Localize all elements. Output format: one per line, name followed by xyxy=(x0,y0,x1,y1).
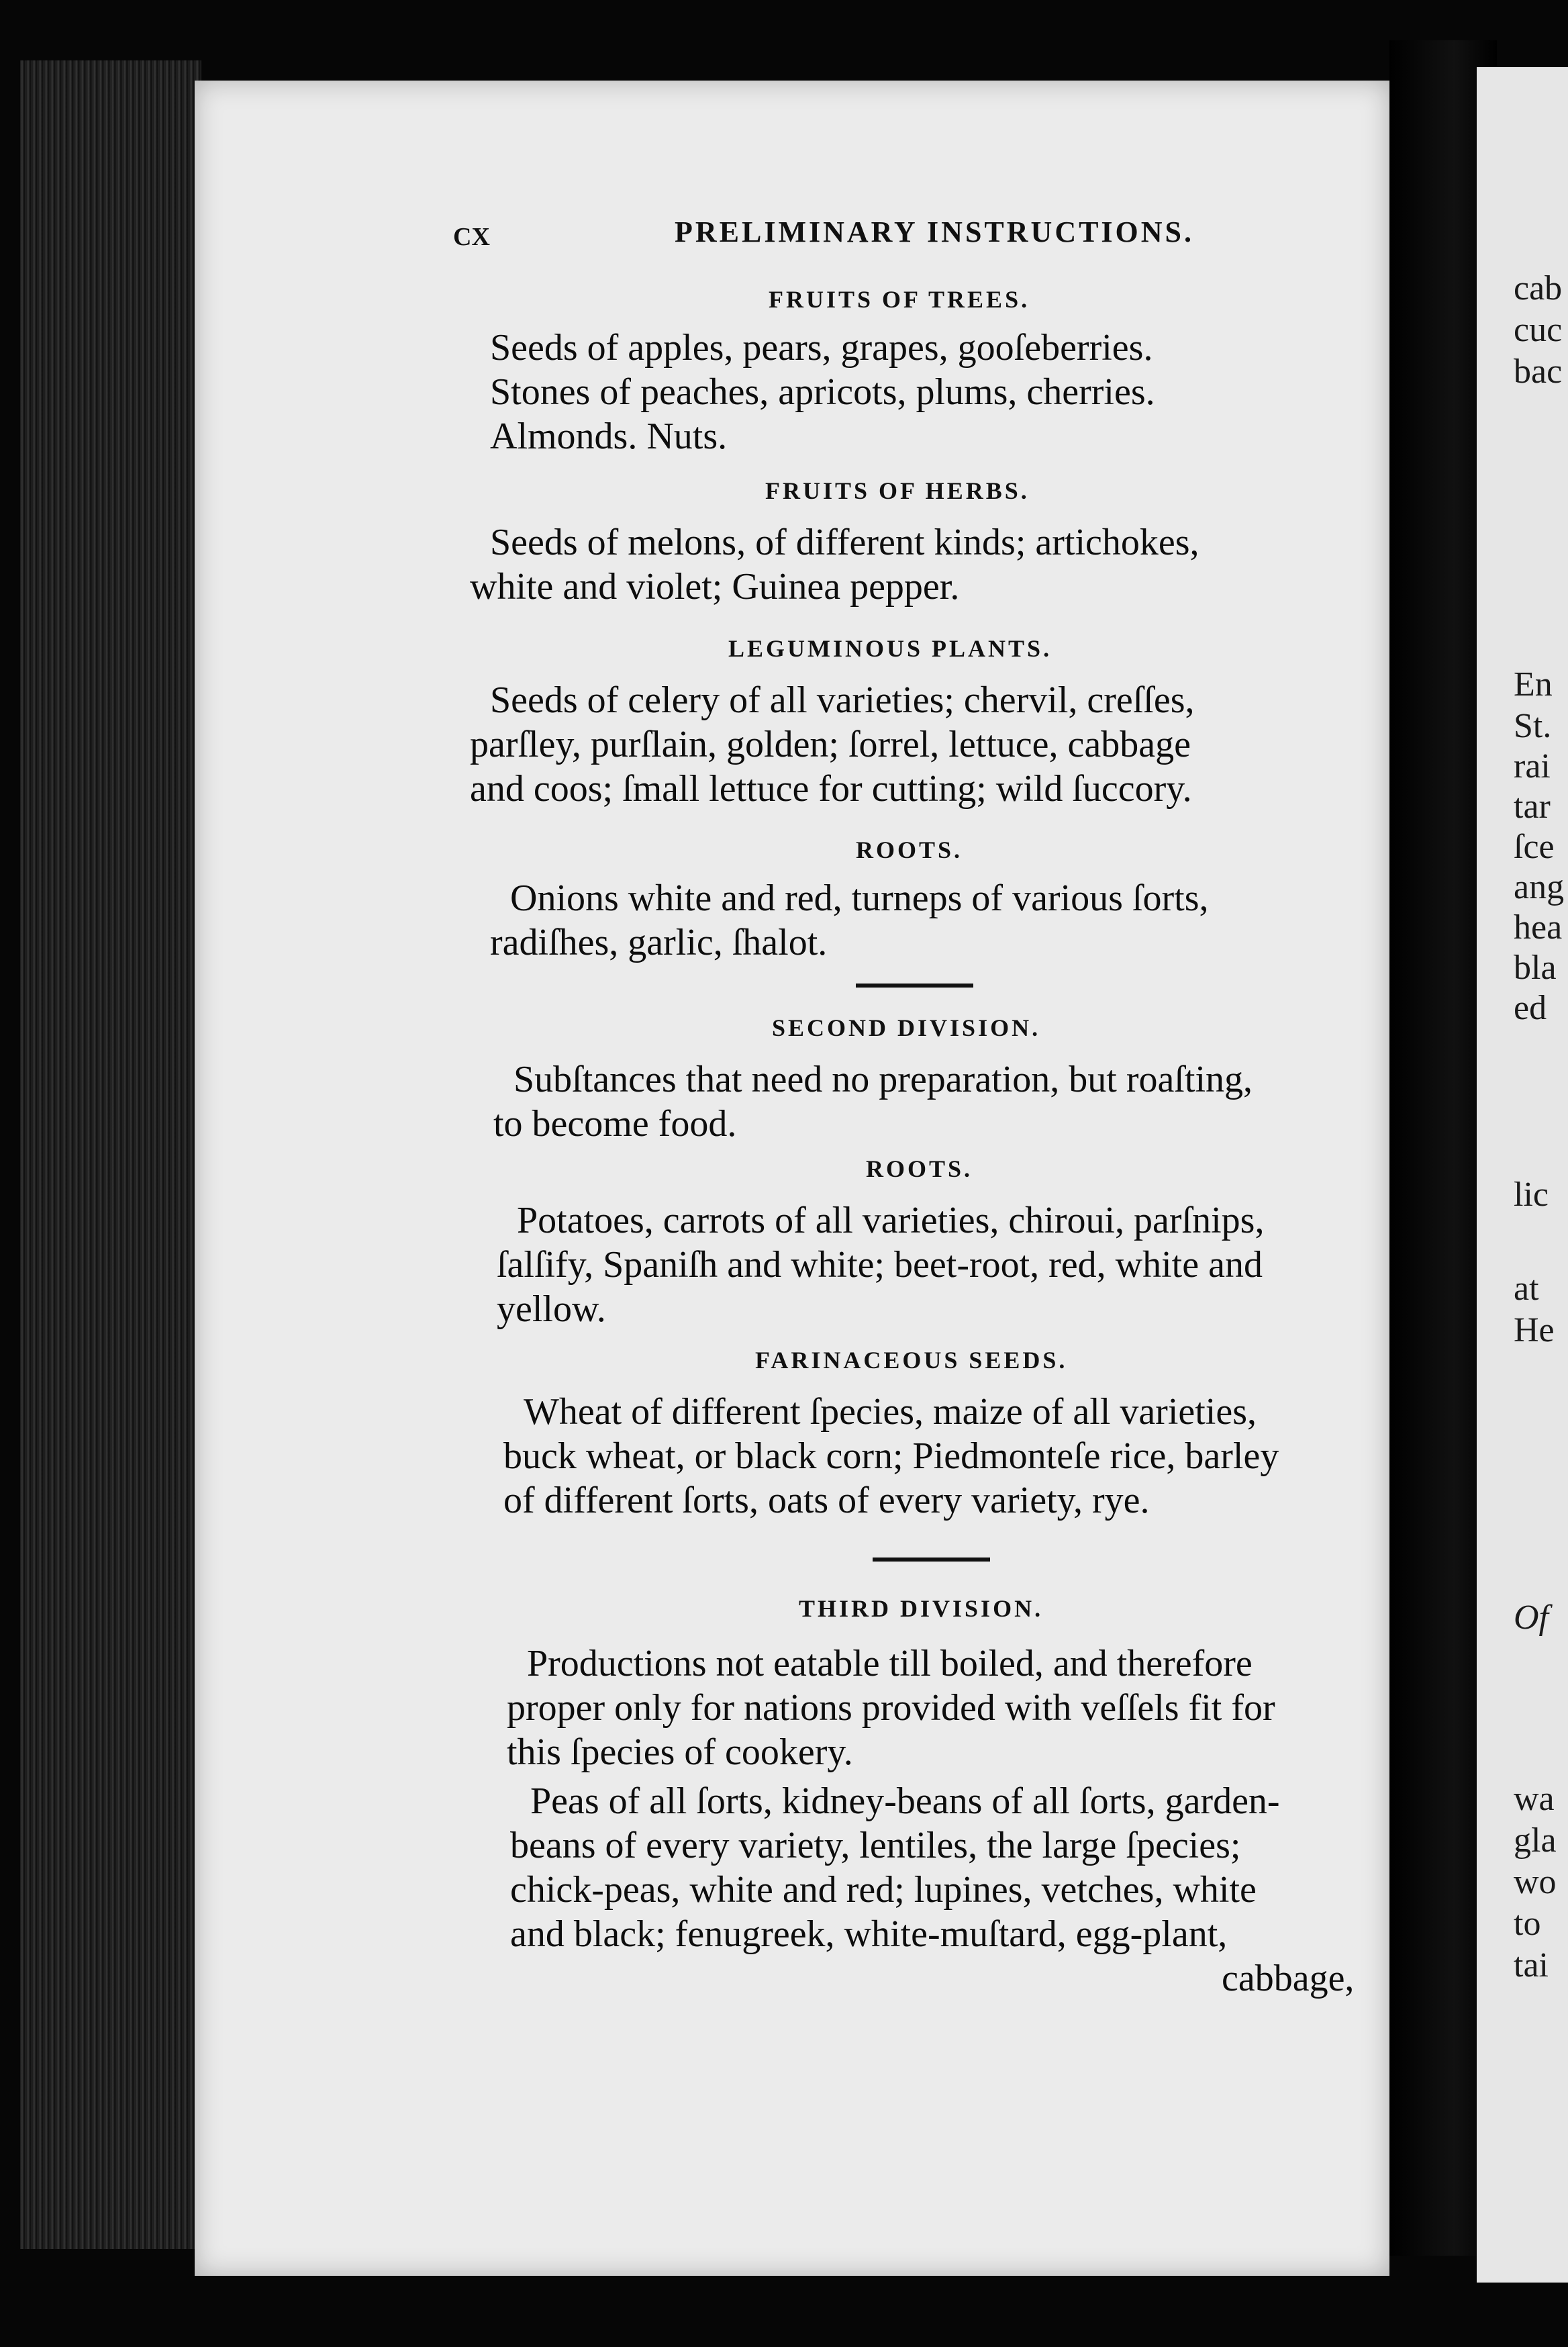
section-heading: LEGUMINOUS PLANTS. xyxy=(728,635,1052,662)
facing-fragment: at xyxy=(1514,1270,1539,1308)
text-line: radiſhes, garlic, ſhalot. xyxy=(490,922,828,963)
facing-fragment: wo xyxy=(1514,1863,1557,1901)
text-line: beans of every variety, lentiles, the large ſpecies; xyxy=(510,1825,1241,1866)
facing-fragment: En xyxy=(1514,665,1553,704)
section-text xyxy=(490,326,1383,459)
section-heading: ROOTS. xyxy=(856,836,963,863)
text-line: this ſpecies of cookery. xyxy=(507,1731,853,1773)
text-line: Almonds. Nuts. xyxy=(490,416,728,457)
text-line: Subſtances that need no preparation, but roaſting, xyxy=(513,1059,1253,1100)
text-line: to become food. xyxy=(493,1103,737,1145)
text-line: Peas of all ſorts, kidney-beans of all ſorts, garden- xyxy=(530,1780,1280,1822)
facing-fragment: gla xyxy=(1514,1821,1557,1860)
text-line: Onions white and red, turneps of various ſorts, xyxy=(510,877,1209,919)
section-heading: FRUITS OF HERBS. xyxy=(765,477,1030,504)
section-text xyxy=(493,1057,1389,1146)
text-line: Seeds of melons, of different kinds; artichokes, xyxy=(490,522,1199,563)
text-line: and black; fenugreek, white-muſtard, egg-plant, xyxy=(510,1913,1228,1955)
text-line: white and violet; Guinea pepper. xyxy=(470,566,960,608)
section-divider xyxy=(856,984,973,988)
facing-fragment: Of xyxy=(1514,1598,1549,1637)
facing-fragment: hea xyxy=(1514,908,1563,947)
facing-fragment: tar xyxy=(1514,787,1551,826)
facing-fragment: lic xyxy=(1514,1176,1549,1214)
facing-fragment: tai xyxy=(1514,1946,1549,1984)
text-line: chick-peas, white and red; lupines, vetches, white xyxy=(510,1869,1257,1911)
section-text xyxy=(470,520,1383,609)
book-page xyxy=(195,81,1389,2276)
text-line: Productions not eatable till boiled, and therefore xyxy=(527,1643,1253,1684)
section-divider xyxy=(873,1558,990,1562)
facing-fragment: bac xyxy=(1514,352,1563,391)
facing-fragment: ang xyxy=(1514,868,1565,906)
text-line: yellow. xyxy=(497,1288,606,1330)
facing-fragment: to xyxy=(1514,1905,1541,1943)
facing-fragment: rai xyxy=(1514,747,1551,785)
section-text xyxy=(510,1779,1389,2001)
division-heading: THIRD DIVISION. xyxy=(799,1595,1044,1622)
text-line: Wheat of different ſpecies, maize of all varieties, xyxy=(524,1391,1257,1433)
section-text xyxy=(490,876,1389,965)
text-line: Stones of peaches, apricots, plums, cherries. xyxy=(490,371,1155,413)
section-text xyxy=(507,1641,1389,1774)
running-head: PRELIMINARY INSTRUCTIONS. xyxy=(675,215,1195,248)
division-heading: SECOND DIVISION. xyxy=(772,1014,1041,1041)
section-heading: FRUITS OF TREES. xyxy=(769,286,1030,313)
text-line: Potatoes, carrots of all varieties, chiroui, parſnips, xyxy=(517,1200,1265,1241)
section-heading: FARINACEOUS SEEDS. xyxy=(755,1347,1068,1374)
text-line: Seeds of apples, pears, grapes, gooſeberries. xyxy=(490,327,1153,369)
section-text xyxy=(503,1390,1389,1523)
facing-fragment: bla xyxy=(1514,949,1557,987)
facing-fragment: cuc xyxy=(1514,311,1563,349)
book-page-edges xyxy=(20,60,201,2249)
text-line: Seeds of celery of all varieties; chervil, creſſes, xyxy=(490,679,1195,721)
text-line: of different ſorts, oats of every variety, rye. xyxy=(503,1480,1150,1521)
facing-page xyxy=(1477,67,1568,2283)
section-heading: ROOTS. xyxy=(866,1155,973,1182)
text-line: proper only for nations provided with veſſels fit for xyxy=(507,1687,1275,1729)
facing-fragment: He xyxy=(1514,1311,1555,1349)
page-number: cx xyxy=(453,213,490,253)
section-text xyxy=(497,1198,1389,1331)
facing-fragment: cab xyxy=(1514,269,1563,307)
text-line: parſley, purſlain, golden; ſorrel, lettuce, cabbage xyxy=(470,724,1191,765)
facing-fragment: wa xyxy=(1514,1780,1555,1818)
facing-fragment: ſce xyxy=(1514,828,1555,866)
text-line: ſalſify, Spaniſh and white; beet-root, red, white and xyxy=(497,1244,1263,1286)
facing-fragment: St. xyxy=(1514,707,1552,745)
facing-fragment: ed xyxy=(1514,989,1547,1027)
text-line: and coos; ſmall lettuce for cutting; wild ſuccory. xyxy=(470,768,1192,810)
text-line: buck wheat, or black corn; Piedmonteſe rice, barley xyxy=(503,1435,1279,1477)
catchword: cabbage, xyxy=(1222,1958,1355,1999)
section-text xyxy=(470,678,1383,811)
